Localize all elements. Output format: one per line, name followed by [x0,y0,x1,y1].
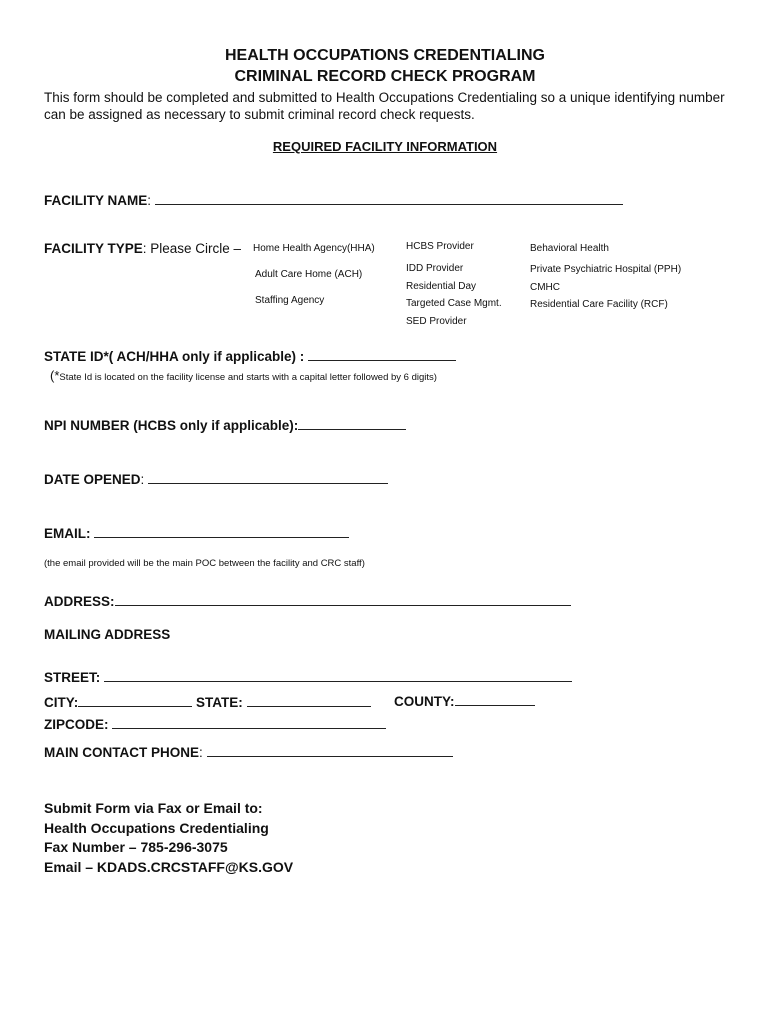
facility-name-colon: : [147,193,152,208]
facility-type-row [44,241,241,256]
state-id-label: STATE ID*( ACH/HHA only if applicable) : [44,349,305,364]
state-label: STATE: [196,695,243,710]
street-row [44,668,572,685]
phone-colon: : [199,745,203,760]
state-field[interactable] [247,693,371,707]
facility-type-option[interactable]: CMHC [530,282,560,293]
email-field[interactable] [94,524,349,538]
date-opened-label: DATE OPENED [44,472,141,487]
facility-type-option[interactable]: Behavioral Health [530,243,609,254]
submit-instructions [44,799,293,877]
county-field[interactable] [455,692,535,706]
npi-field[interactable] [298,416,406,430]
facility-type-label: FACILITY TYPE [44,241,143,256]
facility-name-row [44,191,623,208]
state-id-note [50,367,437,385]
facility-type-option[interactable]: Targeted Case Mgmt. [406,298,502,309]
state-id-field[interactable] [308,347,456,361]
facility-type-option[interactable]: SED Provider [406,316,467,327]
county-label: COUNTY: [394,694,455,709]
facility-name-field[interactable] [155,191,623,205]
email-address: Email – KDADS.CRCSTAFF@KS.GOV [44,858,294,875]
email-note: (the email provided will be the main POC between the facility and CRC staff) [44,558,365,569]
street-field[interactable] [104,668,572,682]
street-label: STREET: [44,670,101,685]
state-id-note-text: State Id is located on the facility license and starts with a capital letter followed by 6 digits) [59,372,437,383]
city-state-row [44,693,371,710]
zipcode-label: ZIPCODE: [44,717,109,732]
city-field[interactable] [78,693,192,707]
address-field[interactable] [115,592,571,606]
npi-label: NPI NUMBER (HCBS only if applicable): [44,418,299,433]
city-label: CITY: [44,695,79,710]
npi-row [44,416,406,433]
submit-line-1: Submit Form via Fax or Email to: [44,800,263,816]
form-title-line-1: HEALTH OCCUPATIONS CREDENTIALING [225,47,545,64]
zipcode-field[interactable] [112,715,386,729]
phone-field[interactable] [207,743,453,757]
state-id-note-paren: (* [50,368,60,383]
address-row [44,592,571,609]
email-label: EMAIL: [44,526,91,541]
facility-type-option[interactable]: Adult Care Home (ACH) [255,269,363,280]
email-row [44,524,349,541]
date-opened-colon: : [140,472,145,487]
facility-type-option[interactable]: Staffing Agency [255,295,325,306]
facility-type-option[interactable]: Residential Day [406,281,477,292]
county-row [394,692,535,709]
facility-name-label: FACILITY NAME [44,193,148,208]
mailing-address-heading: MAILING ADDRESS [44,627,171,642]
phone-row [44,743,453,760]
facility-type-option[interactable]: HCBS Provider [406,241,474,252]
fax-number: Fax Number – 785-296-3075 [44,839,228,855]
zipcode-row [44,715,386,732]
form-title-line-2: CRIMINAL RECORD CHECK PROGRAM [234,68,536,85]
facility-type-option[interactable]: IDD Provider [406,263,464,274]
date-opened-field[interactable] [148,470,388,484]
phone-label: MAIN CONTACT PHONE [44,745,199,760]
section-heading: REQUIRED FACILITY INFORMATION [272,139,498,154]
facility-type-instruction: : Please Circle – [142,241,242,256]
address-label: ADDRESS: [44,594,115,609]
date-opened-row [44,470,388,487]
facility-type-option[interactable]: Private Psychiatric Hospital (PPH) [530,264,682,275]
submit-line-2: Health Occupations Credentialing [44,819,269,836]
intro-paragraph: This form should be completed and submitted to Health Occupations Credentialing so a unique identifying number can be assigned as necessary to submit criminal record check requests. [44,90,725,122]
facility-type-option[interactable]: Home Health Agency(HHA) [253,243,375,254]
state-id-row [44,347,456,364]
facility-type-option[interactable]: Residential Care Facility (RCF) [530,299,668,310]
